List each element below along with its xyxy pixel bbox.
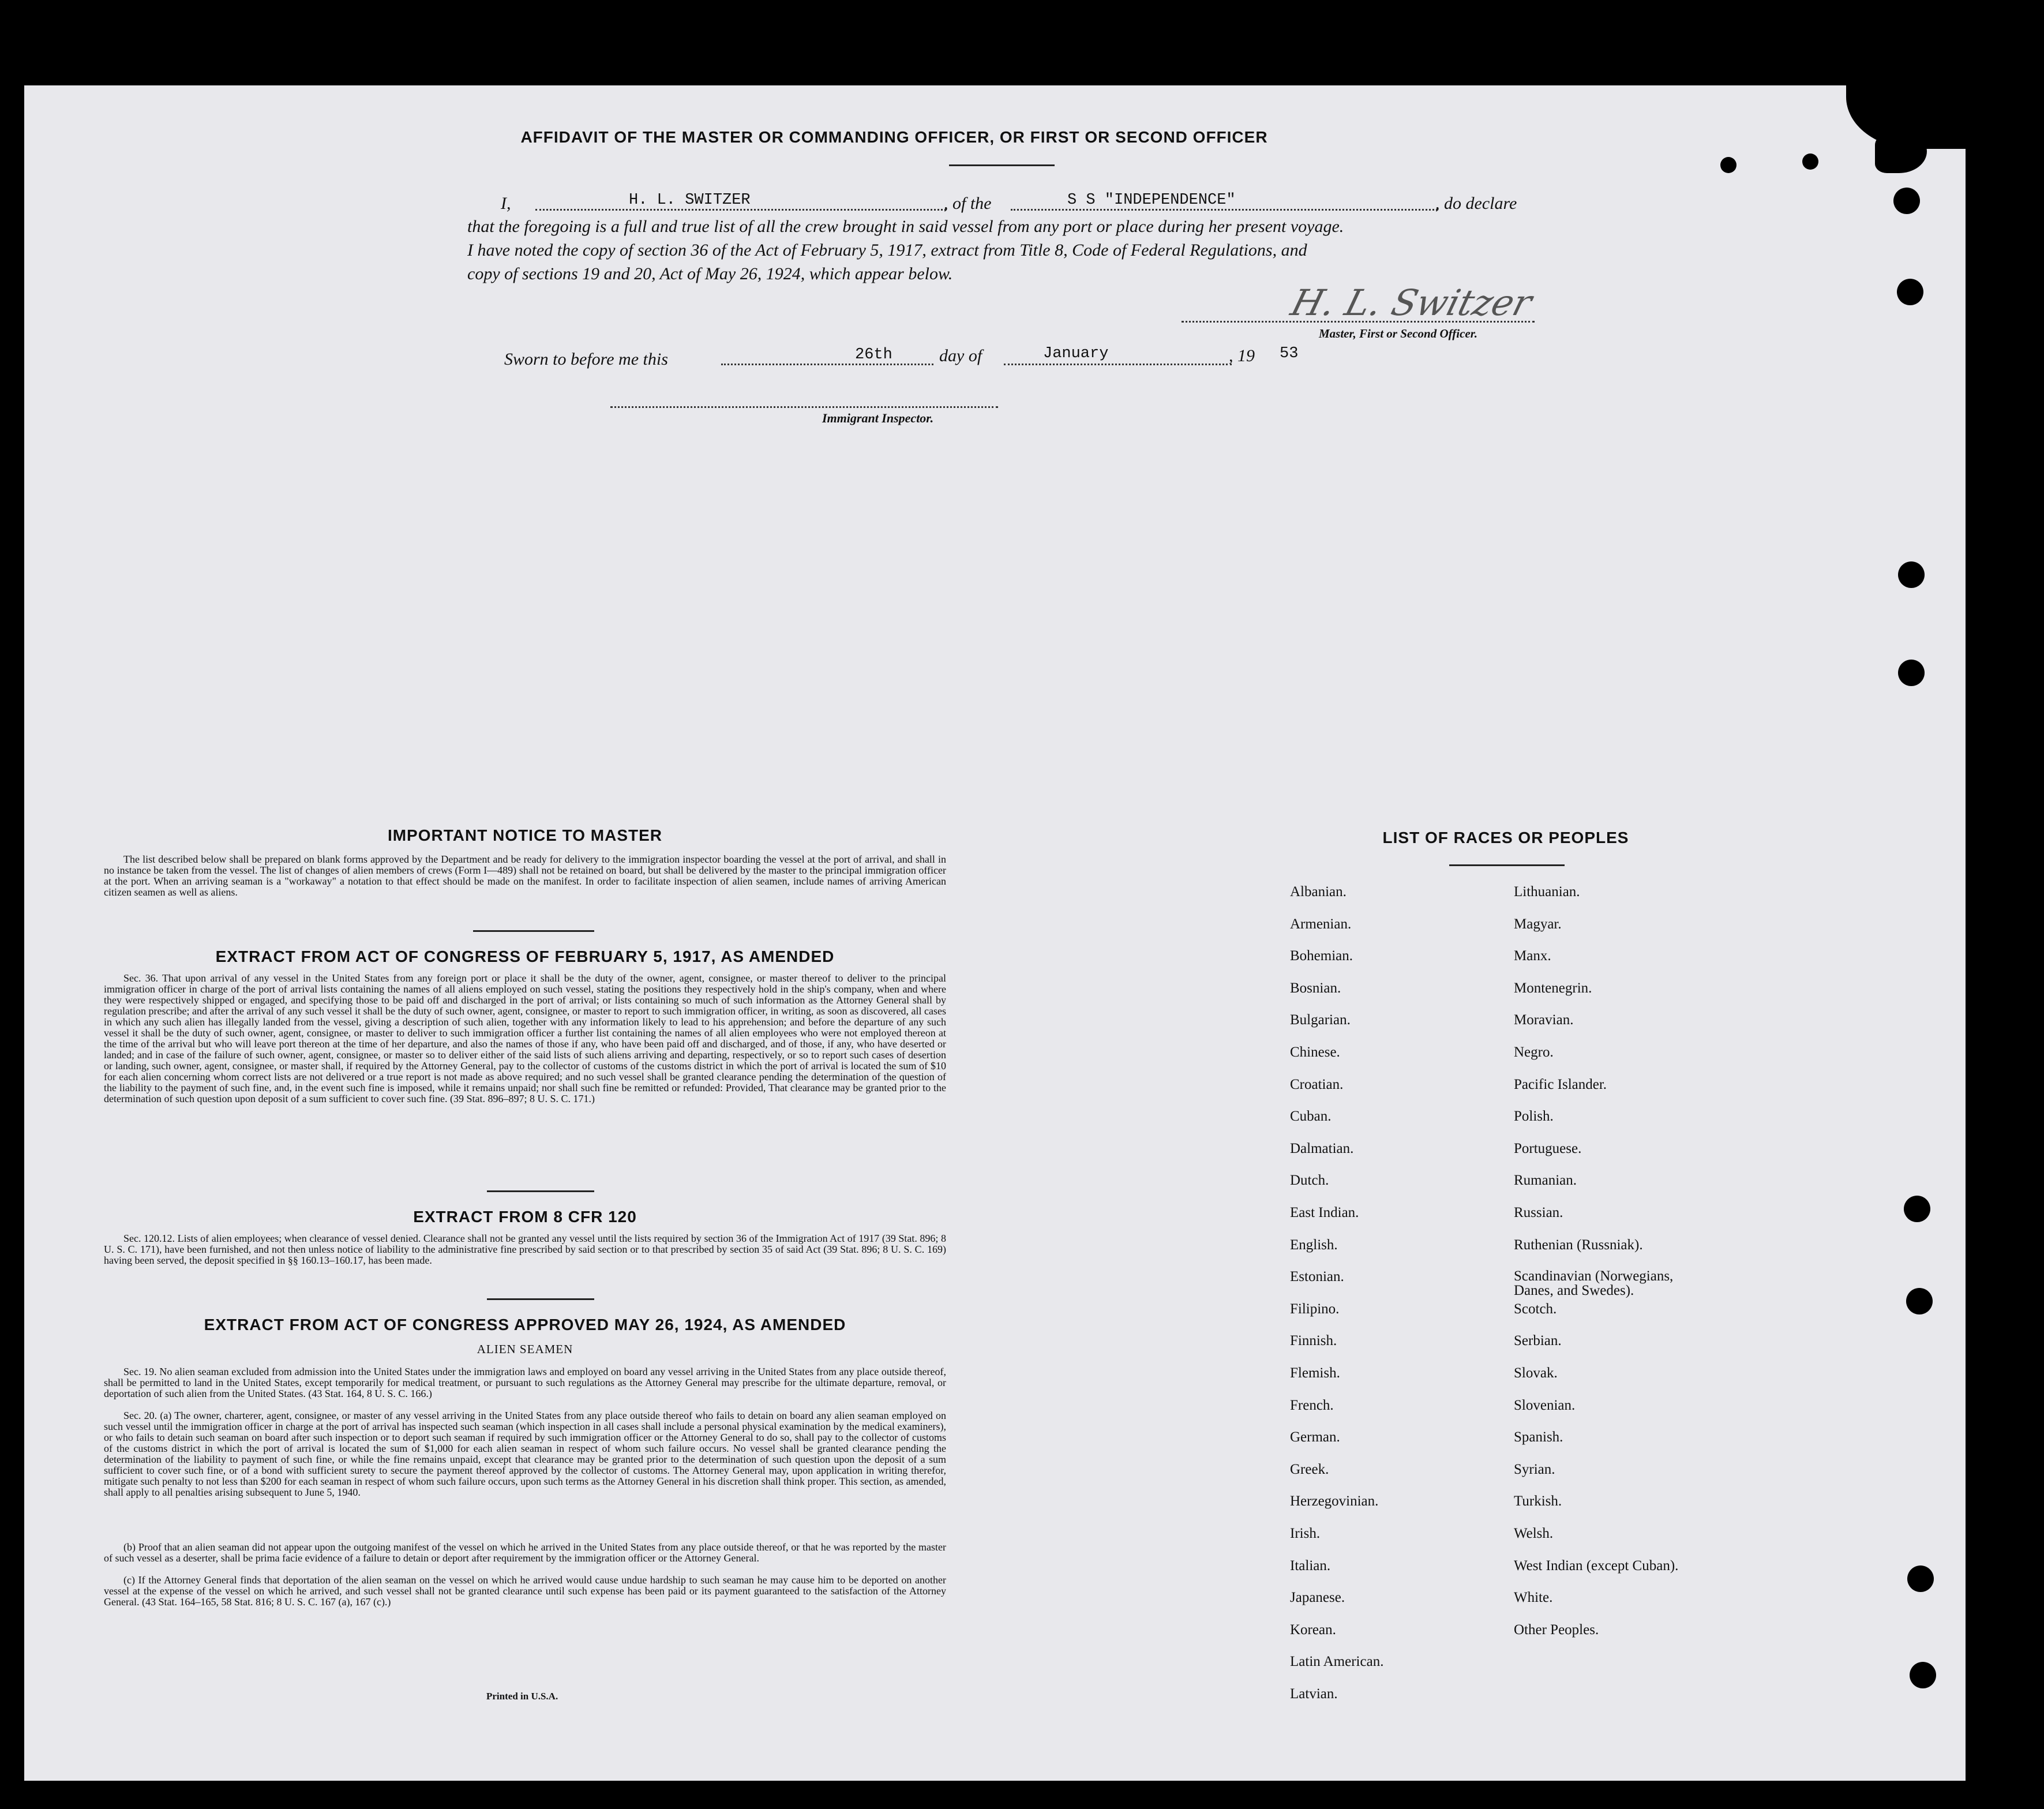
punch-hole: [1906, 1288, 1933, 1314]
races-title: LIST OF RACES OR PEOPLES: [1382, 829, 1629, 847]
race-item: Dutch.: [1290, 1173, 1329, 1189]
affidavit-line-3: I have noted the copy of section 36 of the Act of February 5, 1917, extract from Title 8, Code of Federal Regulations, and: [467, 241, 1307, 260]
extract1-text: Sec. 36. That upon arrival of any vessel in the United States from any foreign port or place it shall be the duty of the owner, agent, consignee, or master thereof to deliver to the principal immigration officer in charge of the port of arrival lists containing the names of all aliens employed on such vessel, stating the positions they respectively hold in the ship's company, when and where they were respectively shipped or engaged, and specifying those to be paid off and discharged in the port of arrival; or lists containing so much of such information as the Attorney General shall by regulation prescribe; and after the arrival of any such vessel it shall be the duty of such owner, agent, consignee, or master to report to such immigration officer, in writing, as soon as discovered, all cases in which any such alien has illegally landed from the vessel, giving a description of such alien, together with any information likely to lead to his apprehension; and before the departure of any such vessel it shall be the duty of such owner, agent, consignee, or master to deliver to such immigration officer a further list containing the names of all alien employees who were not employed thereon at the time of the arrival but who will leave port thereon at the time of her departure, and also the names of those if any, who have been paid off and discharged, and of those, if any, who have deserted or landed; and in case of the failure of such owner, agent, consignee, or master so to deliver either of the said lists of such aliens arriving and departing, respectively, or so to report such cases of desertion or landing, such owner, agent, consignee, or master shall, if required by the Attorney General, pay to the collector of customs of the customs district in which the port of arrival is located the sum of $10 for each alien concerning whom correct lists are not delivered or a true report is not made as above required; and no such vessel shall be granted clearance pending the determination of the question of the liability to the payment of such fine, and, in the event such fine is imposed, while it remains unpaid; nor shall such fine be remitted or refunded: Provided, That clearance may be granted prior to the determination of such question upon deposit of a sum sufficient to cover such fine. (39 Stat. 896–897; 8 U. S. C. 171.): [104, 972, 946, 1104]
race-item: Russian.: [1514, 1205, 1563, 1220]
section-rule: [473, 930, 594, 932]
race-item: Estonian.: [1290, 1269, 1344, 1285]
affidavit-line-2: that the foregoing is a full and true list of all the crew brought in said vessel from any port or place during her present voyage.: [467, 217, 1344, 236]
race-item: Filipino.: [1290, 1301, 1340, 1317]
race-item: Cuban.: [1290, 1108, 1332, 1125]
extract2-title: EXTRACT FROM 8 CFR 120: [413, 1208, 637, 1226]
master-signature: H. L. Switzer: [1287, 282, 1537, 324]
punch-hole: [1898, 660, 1925, 686]
race-item: Syrian.: [1514, 1461, 1555, 1477]
race-item: Scandinavian (Norwegians, Danes, and Swedes).: [1514, 1268, 1674, 1299]
sec19-text: Sec. 19. No alien seaman excluded from admission into the United States under the immigration laws and employed on board any vessel arriving in the United States from any place outside thereof, shall be permitted to land in the United States, except temporarily for medical treatment, or pursuant to such regulations as the Attorney General may prescribe for the ultimate departure, removal, or deportation of such alien from the United States. (43 Stat. 164, 8 U. S. C. 166.): [104, 1366, 946, 1399]
race-item: Chinese.: [1290, 1044, 1340, 1060]
race-item: Korean.: [1290, 1621, 1336, 1638]
race-item: Other Peoples.: [1514, 1621, 1599, 1638]
race-item: Japanese.: [1290, 1590, 1345, 1606]
sec20a-text: Sec. 20. (a) The owner, charterer, agent, consignee, or master of any vessel arriving in the United States from any place outside thereof who fails to detain on board any alien seaman employed on such vessel until the immigration officer in charge at the port of arrival has inspected such seaman (which inspection in all cases shall include a personal physical examination by the medical examiners), or who fails to detain such seaman on board after such inspection or to deport such seaman if required by such immigration officer or the Attorney General to do so, shall pay to the collector of customs of the customs district in which the port of arrival is located the sum of $1,000 for each alien seaman in respect of whom such failure occurs. No vessel shall be granted clearance pending the determination of the liability to payment of such fine, or while the fine remains unpaid, except that clearance may be granted prior to the determination of such question upon the deposit of a sum sufficient to cover such fine, or of a bond with sufficient surety to secure the payment thereof approved by the collector of customs. The Attorney General may, upon application in writing therefor, mitigate such penalty to not less than $200 for each seaman in respect of whom such failure occurs, upon such terms as the Attorney General in his discretion shall think proper. This section, as amended, shall apply to all penalties arising subsequent to June 5, 1940.: [104, 1410, 946, 1498]
race-item: Croatian.: [1290, 1076, 1344, 1092]
race-item: Latin American.: [1290, 1654, 1384, 1670]
sworn-day-field: 26th: [855, 346, 892, 364]
race-item: Bohemian.: [1290, 948, 1353, 964]
vessel-name-field: S S "INDEPENDENCE": [1067, 192, 1236, 209]
of-the-label: , of the: [944, 194, 992, 213]
section-rule: [487, 1190, 594, 1192]
race-item: French.: [1290, 1397, 1334, 1413]
affidavit-line-4: copy of sections 19 and 20, Act of May 26, 1924, which appear below.: [467, 264, 953, 283]
printed-in-usa: Printed in U.S.A.: [486, 1691, 558, 1702]
day-field-line: [721, 364, 933, 365]
race-item: Moravian.: [1514, 1012, 1574, 1028]
race-item: Herzegovinian.: [1290, 1493, 1379, 1510]
race-item: Welsh.: [1514, 1526, 1554, 1541]
notice-title: IMPORTANT NOTICE TO MASTER: [387, 826, 663, 844]
race-item: Latvian.: [1290, 1686, 1338, 1702]
race-item: East Indian.: [1290, 1205, 1359, 1220]
race-item: Lithuanian.: [1514, 884, 1580, 900]
race-item: Bosnian.: [1290, 980, 1341, 996]
race-item: Irish.: [1290, 1526, 1321, 1541]
name-field-line: [535, 209, 946, 211]
race-item: English.: [1290, 1237, 1338, 1253]
race-item: Ruthenian (Russniak).: [1514, 1237, 1643, 1253]
race-item: Armenian.: [1290, 916, 1352, 932]
document-page: [24, 85, 1966, 1781]
extract3-subtitle: ALIEN SEAMEN: [477, 1342, 573, 1356]
sworn-month-field: January: [1043, 345, 1109, 362]
race-item: Polish.: [1514, 1108, 1554, 1125]
race-item: Portuguese.: [1514, 1140, 1582, 1156]
title-rule: [949, 164, 1055, 166]
punch-hole: [1898, 561, 1925, 588]
race-item: Scotch.: [1514, 1301, 1557, 1317]
race-item: Montenegrin.: [1514, 980, 1592, 996]
punch-hole: [1893, 188, 1920, 214]
extract2-text: Sec. 120.12. Lists of alien employees; when clearance of vessel denied. Clearance shall not be granted any vessel until the lists required by section 36 of the Immigration Act of 1917 (39 Stat. 896; 8 U. S. C. 171), have been furnished, and not then unless notice of liability to the administrative fine prescribed by said section or to that prescribed by section 35 of said Act (39 Stat. 896; 8 U. S. C. 169) having been served, the deposit specified in §§ 160.13–160.17, has been made.: [104, 1233, 946, 1266]
inspector-line: [610, 406, 998, 408]
sec20b-text: (b) Proof that an alien seaman did not appear upon the outgoing manifest of the vessel on which he arrived in the United States from any place outside thereof, or that he was reported by the master of such vessel as a deserter, shall be prima facie evidence of a failure to detain or deport after requirement by the immigration officer or the Attorney General.: [104, 1541, 946, 1564]
affidavit-title: AFFIDAVIT OF THE MASTER OR COMMANDING OFFICER, OR FIRST OR SECOND OFFICER: [520, 128, 1268, 146]
signature-caption: Master, First or Second Officer.: [1319, 327, 1477, 340]
race-item: Flemish.: [1290, 1365, 1340, 1381]
sworn-label: Sworn to before me this: [504, 350, 668, 369]
month-field-line: [1004, 364, 1232, 365]
punch-hole: [1904, 1196, 1930, 1222]
race-item: White.: [1514, 1590, 1553, 1606]
extract3-title: EXTRACT FROM ACT OF CONGRESS APPROVED MAY 26, 1924, AS AMENDED: [204, 1316, 846, 1334]
sworn-year-field: 53: [1280, 345, 1299, 362]
declare-label: , do declare: [1435, 194, 1517, 213]
race-item: Slovak.: [1514, 1365, 1558, 1381]
sec20c-text: (c) If the Attorney General finds that deportation of the alien seaman on the vessel on which he arrived would cause undue hardship to such seaman he may cause him to be deported on another vessel at the expense of the vessel on which he arrived, and such vessel shall not be granted clearance until such expense has been paid or its payment guaranteed to the satisfaction of the Attorney General. (43 Stat. 164–165, 58 Stat. 816; 8 U. S. C. 167 (a), 167 (c).): [104, 1574, 946, 1608]
races-title-rule: [1449, 864, 1565, 866]
race-item: Negro.: [1514, 1044, 1554, 1060]
i-label: I,: [501, 194, 511, 213]
punch-mark: [1720, 157, 1737, 173]
race-item: Greek.: [1290, 1461, 1329, 1477]
extract1-title: EXTRACT FROM ACT OF CONGRESS OF FEBRUARY 5, 1917, AS AMENDED: [215, 947, 835, 965]
race-item: Magyar.: [1514, 916, 1562, 932]
master-name-field: H. L. SWITZER: [629, 192, 751, 209]
race-item: Turkish.: [1514, 1493, 1562, 1510]
punch-mark: [1802, 153, 1818, 170]
race-item: Pacific Islander.: [1514, 1076, 1607, 1092]
race-item: West Indian (except Cuban).: [1514, 1557, 1679, 1574]
punch-hole: [1907, 1565, 1934, 1592]
vessel-field-line: [1011, 209, 1438, 211]
inspector-caption: Immigrant Inspector.: [822, 411, 934, 425]
punch-hole: [1897, 279, 1923, 305]
race-item: Spanish.: [1514, 1429, 1563, 1445]
race-item: Rumanian.: [1514, 1173, 1577, 1189]
race-item: Slovenian.: [1514, 1397, 1576, 1413]
race-item: Finnish.: [1290, 1333, 1337, 1349]
notice-text: The list described below shall be prepared on blank forms approved by the Department and be ready for delivery to the immigration inspector boarding the vessel at the port of arrival, and shall in no instance be taken from the vessel. The list of changes of alien members of crews (Form I—489) shall not be retained on board, but shall be delivered by the master to the principal immigration officer at the port. When an arriving seaman is a "workaway" a notation to that effect should be made on the manifest. In order to facilitate inspection of alien seamen, include names of arriving American citizen seamen as well as aliens.: [104, 853, 946, 898]
race-item: Manx.: [1514, 948, 1551, 964]
punch-hole: [1910, 1662, 1936, 1688]
race-item: German.: [1290, 1429, 1340, 1445]
day-of-label: day of: [939, 346, 982, 365]
race-item: Italian.: [1290, 1557, 1331, 1574]
race-item: Bulgarian.: [1290, 1012, 1351, 1028]
section-rule: [487, 1298, 594, 1300]
year-label: , 19: [1229, 346, 1255, 365]
race-item: Dalmatian.: [1290, 1140, 1354, 1156]
race-item: Albanian.: [1290, 884, 1347, 900]
race-item: Serbian.: [1514, 1333, 1562, 1349]
